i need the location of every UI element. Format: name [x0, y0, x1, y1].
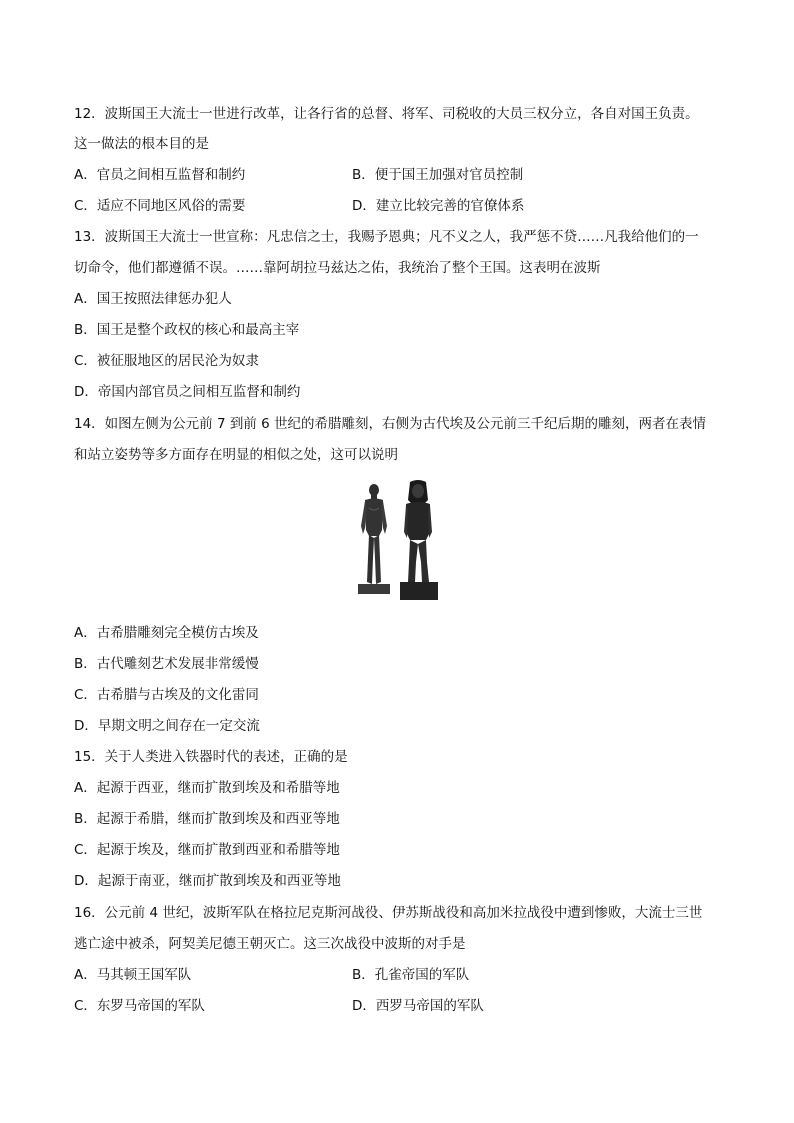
q15-option-c: C．起源于埃及，继而扩散到西亚和希腊等地 [74, 842, 340, 858]
q16-option-b: B．孔雀帝国的军队 [352, 967, 470, 983]
q13-stem-line-2: 切命令，他们都遵循不误。……靠阿胡拉马兹达之佑，我统治了整个王国。这表明在波斯 [74, 260, 601, 276]
q12-option-c: C．适应不同地区风俗的需要 [74, 198, 246, 214]
q15-option-d: D．起源于南亚，继而扩散到埃及和西亚等地 [74, 873, 341, 889]
q12-stem-line-1: 12．波斯国王大流士一世进行改革，让各行省的总督、将军、司税收的大员三权分立，各自对国王负责。 [74, 106, 699, 122]
q12-stem-line-2: 这一做法的根本目的是 [74, 136, 209, 152]
q14-option-a: A．古希腊雕刻完全模仿古埃及 [74, 625, 259, 641]
q16-option-c: C．东罗马帝国的军队 [74, 998, 205, 1014]
q13-option-c: C．被征服地区的居民沦为奴隶 [74, 353, 259, 369]
q15-option-a: A．起源于西亚，继而扩散到埃及和希腊等地 [74, 780, 340, 796]
q13-option-d: D．帝国内部官员之间相互监督和制约 [74, 384, 301, 400]
q15-stem-line-1: 15．关于人类进入铁器时代的表述，正确的是 [74, 749, 348, 765]
egyptian-statue [400, 480, 438, 600]
q15-option-b: B．起源于希腊，继而扩散到埃及和西亚等地 [74, 811, 340, 827]
q13-stem-line-1: 13．波斯国王大流士一世宣称：凡忠信之士，我赐予恩典；凡不义之人，我严惩不贷……凡我给他们的一 [74, 229, 699, 245]
q12-option-a: A．官员之间相互监督和制约 [74, 167, 246, 183]
q16-option-a: A．马其顿王国军队 [74, 967, 192, 983]
sculpture-comparison-image [352, 478, 442, 602]
q14-option-c: C．古希腊与古埃及的文化雷同 [74, 687, 259, 703]
q13-option-a: A．国王按照法律惩办犯人 [74, 291, 232, 307]
q14-stem-line-1: 14．如图左侧为公元前 7 到前 6 世纪的希腊雕刻，右侧为古代埃及公元前三千纪后期的雕刻，两者在表情 [74, 416, 707, 432]
q12-option-d: D．建立比较完善的官僚体系 [352, 198, 525, 214]
q16-option-d: D．西罗马帝国的军队 [352, 998, 484, 1014]
q14-stem-line-2: 和站立姿势等多方面存在明显的相似之处，这可以说明 [74, 447, 398, 463]
q12-option-b: B．便于国王加强对官员控制 [352, 167, 524, 183]
q14-option-d: D．早期文明之间存在一定交流 [74, 718, 260, 734]
q13-option-b: B．国王是整个政权的核心和最高主宰 [74, 322, 300, 338]
q16-stem-line-2: 逃亡途中被杀，阿契美尼德王朝灭亡。这三次战役中波斯的对手是 [74, 936, 466, 952]
greek-kouros-statue [358, 484, 390, 594]
q16-stem-line-1: 16．公元前 4 世纪，波斯军队在格拉尼克斯河战役、伊苏斯战役和高加米拉战役中遭到惨败，大流士三世 [74, 905, 703, 921]
q14-option-b: B．古代雕刻艺术发展非常缓慢 [74, 656, 259, 672]
